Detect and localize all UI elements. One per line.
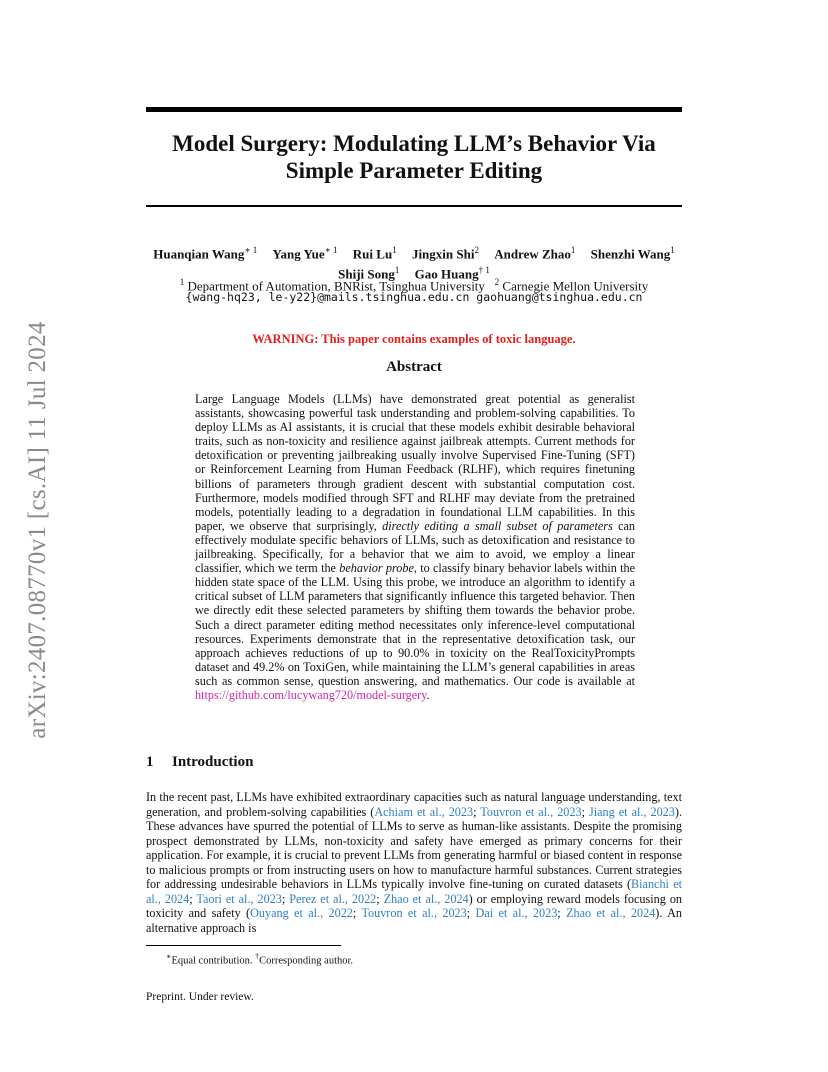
author: Shiji Song$^1$ (338, 265, 400, 282)
arxiv-sidebar-stamp (18, 300, 58, 760)
title-line-1: Model Surgery: Modulating LLM’s Behavior Via (172, 131, 656, 156)
title-bottom-rule (146, 205, 682, 207)
section-title: Introduction (172, 754, 254, 770)
arxiv-identifier: arXiv:2407.08770v1 [cs.AI] 11 Jul 2024 (24, 321, 51, 739)
author-emails: {wang-hq23, le-y22}@mails.tsinghua.edu.cn gaohuang@tsinghua.edu.cn (185, 290, 643, 304)
citation-link[interactable]: Dai et al., 2023 (475, 906, 558, 921)
section-number: 1 (146, 754, 154, 770)
citation-link[interactable]: Zhao et al., 2024 (383, 891, 469, 906)
citation-link[interactable]: Touvron et al., 2023 (361, 906, 467, 921)
author: Jingxin Shi$^2$ (411, 245, 479, 262)
title-top-rule (146, 107, 682, 112)
abstract-body: Large Language Models (LLMs) have demonstrated great potential as generalist assistants, showcasing powerful task understanding and problem-solving capabilities. To deploy LLMs as AI assistants, it is crucial that these models exhibit desirable behavioral traits, such as non-toxicity and resilience against jailbreak attempts. Current methods for detoxification or preventing jailbreaking usually involve Supervised Fine-Tuning (SFT) or Reinforcement Learning from Human Feedback (RLHF), which requires finetuning billions of parameters through gradient descent with substantial computation cost. Furthermore, models modified through SFT and RLHF may deviate from the pretrained models, potentially leading to a degradation in foundational LLM capabilities. In this paper, we observe that surprisingly, directly editing a small subset of parameters can effectively modulate specific behaviors of LLMs, such as detoxification and resistance to jailbreaking. Specifically, for a behavior that we aim to avoid, we employ a linear classifier, which we term the behavior probe, to classify binary behavior labels within the hidden state space of the LLM. Using this probe, we introduce an algorithm to identify a critical subset of LLM parameters that significantly influence this targeted behavior. Then we directly edit these selected parameters by shifting them towards the behavior probe. Such a direct parameter editing method necessitates only inference-level computational resources. Experiments demonstrate that in the representative detoxification task, our approach achieves reductions of up to 90.0% in toxicity on the RealToxicityPrompts dataset and 49.2% on ToxiGen, while maintaining the LLM’s general capabilities in areas such as common sense, question answering, and mathematics. Our code is available at https://github.com/lucywang720/model-surgery. (195, 392, 636, 702)
author: Shenzhi Wang$^1$ (590, 245, 675, 262)
preprint-notice: Preprint. Under review. (146, 991, 254, 1003)
citation-link[interactable]: Jiang et al., 2023 (589, 804, 675, 819)
introduction-paragraph: In the recent past, LLMs have exhibited extraordinary capacities such as natural language understanding, text generation, and problem-solving capabilities (Achiam et al., 2023; Touvron et al., 2023; Jiang et al., 2023). These advances have spurred the potential of LLMs to serve as human-like assistants. Despite the promising prospect demonstrated by LLMs, non-toxicity and safety have emerged as primary concerns for their application. For example, it is crucial to prevent LLMs from generating harmful or biased content in response to malicious prompts or from instructing users on how to manufacture harmful substances. Current strategies for addressing undesirable behaviors in LLMs typically involve fine-tuning on curated datasets (Bianchi et al., 2024; Taori et al., 2023; Perez et al., 2022; Zhao et al., 2024) or employing reward models focusing on toxicity and safety (Ouyang et al., 2022; Touvron et al., 2023; Dai et al., 2023; Zhao et al., 2024). An alternative approach is (146, 790, 683, 935)
author: Andrew Zhao$^1$ (494, 245, 576, 262)
paper-title (146, 130, 682, 184)
citation-link[interactable]: Touvron et al., 2023 (480, 804, 582, 819)
author: Huanqian Wang$^{∗ 1}$ (153, 245, 258, 262)
author: Yang Yue$^{∗ 1}$ (272, 245, 338, 262)
citation-link[interactable]: Zhao et al., 2024 (566, 906, 656, 921)
code-repo-link[interactable]: https://github.com/lucywang720/model-surgery (195, 687, 427, 702)
author: Rui Lu$^1$ (352, 245, 397, 262)
citation-link[interactable]: Bianchi et al., 2024 (146, 877, 682, 906)
toxic-content-warning: WARNING: This paper contains examples of toxic language. (252, 332, 576, 346)
author: Gao Huang$^{\dagger 1}$ (414, 265, 490, 282)
citation-link[interactable]: Achiam et al., 2023 (374, 804, 474, 819)
abstract-heading: Abstract (386, 359, 442, 375)
footnote-rule (146, 945, 341, 946)
footnote: ∗Equal contribution. †Corresponding author. (166, 952, 354, 967)
affiliations: $^1$ Department of Automation, BNRist, Tsinghua University $^2$ Carnegie Mellon University (179, 277, 649, 294)
citation-link[interactable]: Ouyang et al., 2022 (250, 906, 353, 921)
section-heading (146, 754, 253, 771)
title-line-2: Simple Parameter Editing (285, 158, 543, 183)
citation-link[interactable]: Perez et al., 2022 (289, 891, 377, 906)
citation-link[interactable]: Taori et al., 2023 (196, 891, 282, 906)
